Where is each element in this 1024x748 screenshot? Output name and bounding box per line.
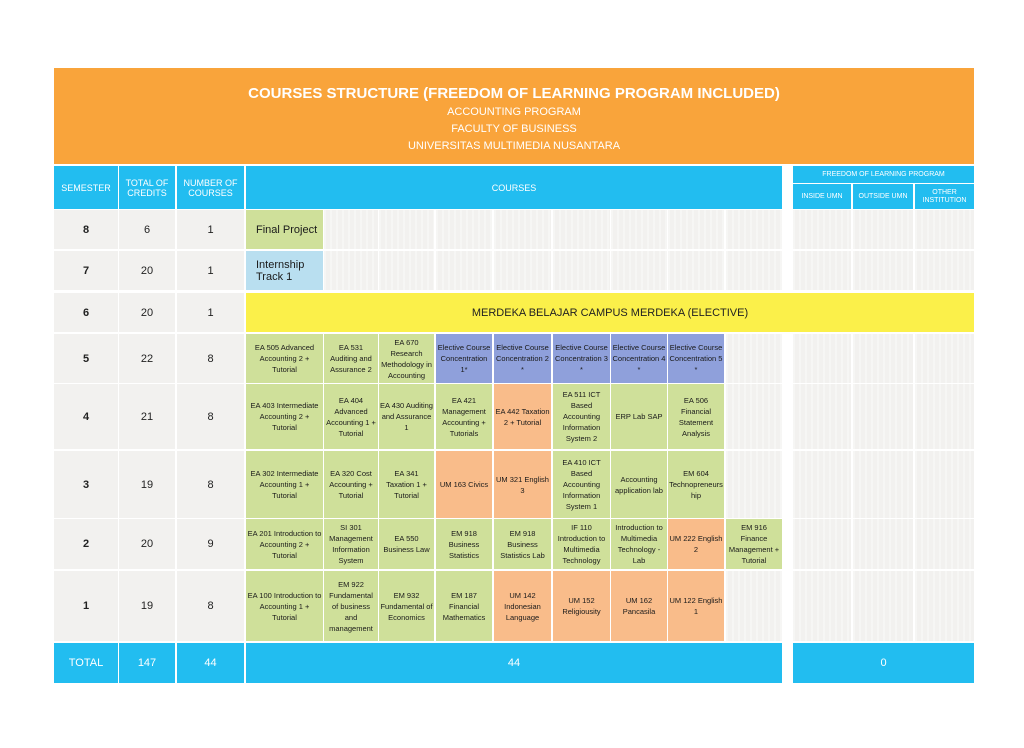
empty-cell — [915, 210, 974, 249]
course-cell: EA 302 Intermediate Accounting 1 + Tutorial — [246, 451, 323, 518]
total-credits-cell: 22 — [119, 334, 175, 383]
course-cell: EM 916 Finance Management + Tutorial — [726, 519, 782, 569]
course-cell: EA 550 Business Law — [379, 519, 434, 569]
merdeka-belajar-elective: MERDEKA BELAJAR CAMPUS MERDEKA (ELECTIVE) — [246, 293, 974, 332]
number-courses-cell: 8 — [177, 384, 244, 449]
empty-cell — [668, 210, 724, 249]
course-cell: EM 932 Fundamental of Economics — [379, 571, 434, 641]
course-cell: UM 321 English 3 — [494, 451, 551, 518]
semester-cell: 4 — [54, 384, 118, 449]
course-cell: UM 162 Pancasila — [611, 571, 667, 641]
course-cell: EA 404 Advanced Accounting 1 + Tutorial — [324, 384, 378, 449]
course-cell: Elective Course Concentration 5 * — [668, 334, 724, 383]
course-cell: EM 604 Technopreneurs hip — [668, 451, 724, 518]
course-cell: EA 201 Introduction to Accounting 2 + Tutorial — [246, 519, 323, 569]
empty-cell — [793, 251, 851, 290]
course-cell: EA 100 Introduction to Accounting 1 + Tutorial — [246, 571, 323, 641]
course-cell: EA 341 Taxation 1 + Tutorial — [379, 451, 434, 518]
empty-cell — [793, 210, 851, 249]
empty-cell — [853, 571, 913, 641]
empty-cell — [793, 519, 851, 569]
total-courses-count: 44 — [177, 643, 244, 683]
semester-cell: 6 — [54, 293, 118, 332]
empty-cell — [915, 451, 974, 518]
empty-cell — [915, 251, 974, 290]
semester-cell: 1 — [54, 571, 118, 641]
total-credits-header: TOTAL OF CREDITS — [119, 166, 175, 209]
total-credits-cell: 20 — [119, 519, 175, 569]
empty-cell — [668, 251, 724, 290]
empty-cell — [853, 251, 913, 290]
number-courses-cell: 8 — [177, 451, 244, 518]
semester-cell: 3 — [54, 451, 118, 518]
table-title: COURSES STRUCTURE (FREEDOM OF LEARNING PROGRAM INCLUDED) — [248, 85, 780, 102]
program-name: ACCOUNTING PROGRAM — [447, 106, 581, 118]
empty-cell — [324, 251, 378, 290]
table-header-banner — [54, 68, 974, 164]
empty-cell — [494, 210, 551, 249]
freedom-program-header: FREEDOM OF LEARNING PROGRAM — [793, 166, 974, 183]
total-credits-cell: 6 — [119, 210, 175, 249]
course-structure-table — [54, 68, 974, 683]
course-cell: EA 442 Taxation 2 + Tutorial — [494, 384, 551, 449]
empty-cell — [726, 334, 782, 383]
empty-cell — [436, 210, 492, 249]
empty-cell — [726, 251, 782, 290]
empty-cell — [379, 251, 434, 290]
total-freedom-sum: 0 — [793, 643, 974, 683]
course-cell: EM 187 Financial Mathematics — [436, 571, 492, 641]
course-final-project: Final Project — [246, 210, 323, 249]
course-cell: Elective Course Concentration 4 * — [611, 334, 667, 383]
empty-cell — [611, 251, 667, 290]
empty-cell — [726, 210, 782, 249]
empty-cell — [553, 251, 610, 290]
course-cell: Accounting application lab — [611, 451, 667, 518]
semester-cell: 5 — [54, 334, 118, 383]
empty-cell — [793, 571, 851, 641]
course-cell: UM 222 English 2 — [668, 519, 724, 569]
total-credits-cell: 20 — [119, 251, 175, 290]
course-cell: ERP Lab SAP — [611, 384, 667, 449]
courses-header: COURSES — [246, 166, 782, 209]
number-courses-cell: 9 — [177, 519, 244, 569]
course-cell: EA 505 Advanced Accounting 2 + Tutorial — [246, 334, 323, 383]
course-cell: EA 410 ICT Based Accounting Information System 1 — [553, 451, 610, 518]
course-cell: Elective Course Concentration 1* — [436, 334, 492, 383]
number-courses-header: NUMBER OF COURSES — [177, 166, 244, 209]
total-credits-cell: 19 — [119, 451, 175, 518]
course-cell: UM 142 Indonesian Language — [494, 571, 551, 641]
empty-cell — [853, 210, 913, 249]
course-cell: IF 110 Introduction to Multimedia Technology — [553, 519, 610, 569]
course-cell: EM 918 Business Statistics Lab — [494, 519, 551, 569]
empty-cell — [915, 384, 974, 449]
empty-cell — [436, 251, 492, 290]
empty-cell — [379, 210, 434, 249]
empty-cell — [853, 384, 913, 449]
course-cell: EA 430 Auditing and Assurance 1 — [379, 384, 434, 449]
course-cell: EA 421 Management Accounting + Tutorials — [436, 384, 492, 449]
empty-cell — [793, 451, 851, 518]
total-credits-sum: 147 — [119, 643, 175, 683]
number-courses-cell: 8 — [177, 571, 244, 641]
course-cell: SI 301 Management Information System — [324, 519, 378, 569]
course-cell: UM 152 Religiousity — [553, 571, 610, 641]
empty-cell — [494, 251, 551, 290]
inside-umn-header: INSIDE UMN — [793, 184, 851, 209]
empty-cell — [915, 519, 974, 569]
number-courses-cell: 1 — [177, 293, 244, 332]
course-cell: EA 320 Cost Accounting + Tutorial — [324, 451, 378, 518]
number-courses-cell: 8 — [177, 334, 244, 383]
empty-cell — [324, 210, 378, 249]
empty-cell — [726, 384, 782, 449]
empty-cell — [553, 210, 610, 249]
total-label: TOTAL — [54, 643, 118, 683]
course-internship: Internship Track 1 — [246, 251, 323, 290]
course-cell: Elective Course Concentration 2 * — [494, 334, 551, 383]
semester-cell: 2 — [54, 519, 118, 569]
course-cell: UM 163 Civics — [436, 451, 492, 518]
outside-umn-header: OUTSIDE UMN — [853, 184, 913, 209]
semester-cell: 7 — [54, 251, 118, 290]
course-cell: EM 922 Fundamental of business and management — [324, 571, 378, 641]
empty-cell — [915, 571, 974, 641]
semester-cell: 8 — [54, 210, 118, 249]
total-credits-cell: 20 — [119, 293, 175, 332]
empty-cell — [853, 451, 913, 518]
course-cell: Elective Course Concentration 3 * — [553, 334, 610, 383]
course-cell: EA 506 Financial Statement Analysis — [668, 384, 724, 449]
empty-cell — [793, 384, 851, 449]
university-name: UNIVERSITAS MULTIMEDIA NUSANTARA — [407, 140, 621, 152]
empty-cell — [853, 519, 913, 569]
other-institution-header: OTHER INSTITUTION — [915, 184, 974, 209]
course-cell: EA 403 Intermediate Accounting 2 + Tutorial — [246, 384, 323, 449]
faculty-name: FACULTY OF BUSINESS — [451, 123, 577, 135]
empty-cell — [726, 451, 782, 518]
empty-cell — [853, 334, 913, 383]
number-courses-cell: 1 — [177, 251, 244, 290]
course-cell: EA 531 Auditing and Assurance 2 — [324, 334, 378, 383]
total-credits-cell: 19 — [119, 571, 175, 641]
semester-header: SEMESTER — [54, 166, 118, 209]
total-credits-cell: 21 — [119, 384, 175, 449]
course-cell: EA 511 ICT Based Accounting Information System 2 — [553, 384, 610, 449]
course-cell: EA 670 Research Methodology in Accounting — [379, 334, 434, 383]
course-cell: UM 122 English 1 — [668, 571, 724, 641]
total-courses-sum: 44 — [246, 643, 782, 683]
number-courses-cell: 1 — [177, 210, 244, 249]
empty-cell — [611, 210, 667, 249]
empty-cell — [793, 334, 851, 383]
course-cell: EM 918 Business Statistics — [436, 519, 492, 569]
empty-cell — [726, 571, 782, 641]
empty-cell — [915, 334, 974, 383]
course-cell: Introduction to Multimedia Technology - Lab — [611, 519, 667, 569]
